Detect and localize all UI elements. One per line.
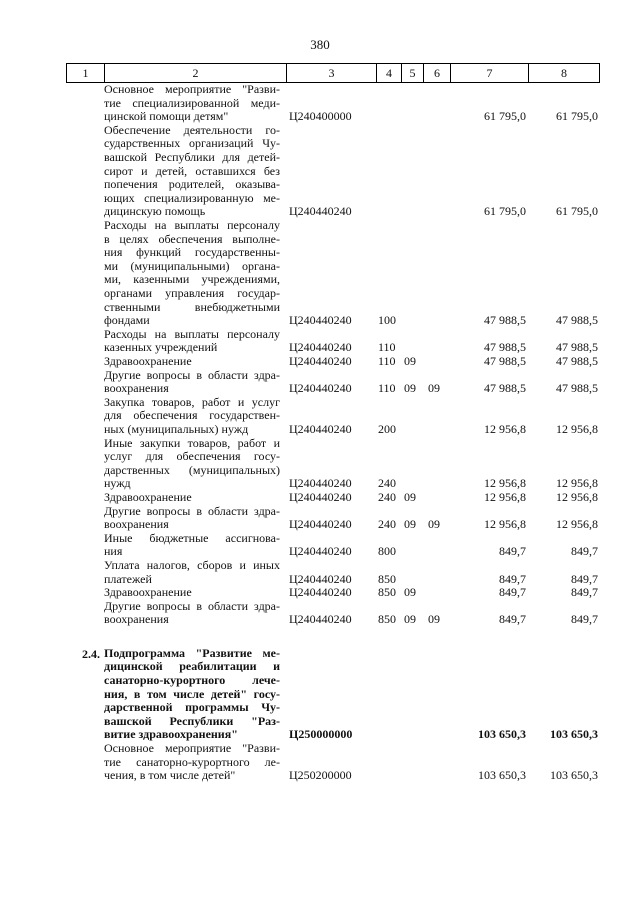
code-cell: Ц240440240 xyxy=(289,476,352,491)
amount-col7-cell: 61 795,0 xyxy=(484,204,526,219)
table-row xyxy=(0,219,640,328)
subsection-cell: 09 xyxy=(428,381,440,396)
description-line: тие специализированной меди- xyxy=(104,96,280,110)
amount-col8-cell: 849,7 xyxy=(571,585,598,600)
description-line: сирот и детей, оставшихся без xyxy=(104,164,280,178)
description-line: Другие вопросы в области здра- xyxy=(104,504,280,518)
description-line: ния xyxy=(104,545,123,559)
header-col-2: 2 xyxy=(104,64,286,82)
page-number: 380 xyxy=(310,37,330,52)
row-description xyxy=(104,83,280,124)
table-row xyxy=(0,369,640,396)
amount-col7-cell: 103 650,3 xyxy=(478,768,526,783)
description-line: Закупка товаров, работ и услуг xyxy=(104,395,280,409)
amount-col8-cell: 12 956,8 xyxy=(556,489,598,504)
description-line: Уплата налогов, сборов и иных xyxy=(104,558,280,572)
section-cell: 09 xyxy=(404,353,416,368)
description-line: дицинскую помощь xyxy=(104,205,206,219)
description-line: Расходы на выплаты персоналу xyxy=(104,218,280,232)
subsection-cell: 09 xyxy=(428,517,440,532)
header-col-8: 8 xyxy=(528,64,600,82)
section-cell: 09 xyxy=(404,612,416,627)
expense-type-cell: 110 xyxy=(378,353,396,368)
amount-col7-cell: 849,7 xyxy=(499,544,526,559)
description-line: Здравоохранение xyxy=(104,354,192,368)
description-line: Основное мероприятие "Разви- xyxy=(104,742,280,756)
expense-type-cell: 200 xyxy=(378,421,396,436)
amount-col8-cell: 47 988,5 xyxy=(556,353,598,368)
description-line: Основное мероприятие "Разви- xyxy=(104,83,280,96)
amount-col7-cell: 61 795,0 xyxy=(484,109,526,124)
header-col-5: 5 xyxy=(401,64,423,82)
code-cell: Ц240440240 xyxy=(289,340,352,355)
amount-col8-cell: 12 956,8 xyxy=(556,476,598,491)
header-col-4: 4 xyxy=(376,64,401,82)
expense-type-cell: 850 xyxy=(378,571,396,586)
table-row xyxy=(0,600,640,627)
description-line: чения, в том числе детей" xyxy=(104,769,236,783)
description-line: нужд xyxy=(104,477,131,491)
description-line: ния, в том числе детей" госу- xyxy=(104,687,280,701)
expense-type-cell: 850 xyxy=(378,612,396,627)
amount-col7-cell: 47 988,5 xyxy=(484,353,526,368)
row-description xyxy=(104,491,280,505)
code-cell: Ц240440240 xyxy=(289,571,352,586)
table-row xyxy=(0,505,640,532)
table-row xyxy=(0,559,640,586)
amount-col8-cell: 12 956,8 xyxy=(556,517,598,532)
row-description xyxy=(104,369,280,396)
description-line: в целях обеспечения выполне- xyxy=(104,232,280,246)
section-cell: 09 xyxy=(404,585,416,600)
description-line: Другие вопросы в области здра- xyxy=(104,368,280,382)
table-row xyxy=(0,532,640,559)
code-cell: Ц240440240 xyxy=(289,612,352,627)
amount-col8-cell: 103 650,3 xyxy=(550,727,598,742)
amount-col8-cell: 47 988,5 xyxy=(556,381,598,396)
description-line: фондами xyxy=(104,314,150,328)
amount-col7-cell: 12 956,8 xyxy=(484,421,526,436)
amount-col8-cell: 849,7 xyxy=(571,544,598,559)
description-line: ственными внебюджетными xyxy=(104,300,280,314)
table-row xyxy=(0,396,640,437)
code-cell: Ц240440240 xyxy=(289,489,352,504)
row-description xyxy=(104,328,280,355)
description-line: вашской Республики "Раз- xyxy=(104,714,280,728)
code-cell: Ц250000000 xyxy=(289,727,353,742)
amount-col8-cell: 103 650,3 xyxy=(550,768,598,783)
expense-type-cell: 110 xyxy=(378,381,396,396)
code-cell: Ц240440240 xyxy=(289,544,352,559)
table-row xyxy=(0,742,640,783)
row-description xyxy=(104,396,280,437)
row-description xyxy=(104,742,280,783)
section-cell: 09 xyxy=(404,381,416,396)
row-description xyxy=(104,586,280,600)
code-cell: Ц240440240 xyxy=(289,381,352,396)
table-row xyxy=(0,124,640,219)
amount-col8-cell: 849,7 xyxy=(571,571,598,586)
table-row xyxy=(0,437,640,491)
amount-col7-cell: 849,7 xyxy=(499,585,526,600)
table-row xyxy=(0,83,640,124)
expense-type-cell: 110 xyxy=(378,340,396,355)
amount-col7-cell: 849,7 xyxy=(499,612,526,627)
description-line: санаторно-курортного лече- xyxy=(104,674,280,688)
description-line: Подпрограмма "Развитие ме- xyxy=(104,646,280,660)
amount-col8-cell: 47 988,5 xyxy=(556,313,598,328)
table-row xyxy=(0,647,640,742)
description-line: ния функций государственны- xyxy=(104,246,280,260)
description-line: витие здравоохранения" xyxy=(104,728,238,742)
row-description xyxy=(104,559,280,586)
amount-col7-cell: 47 988,5 xyxy=(484,313,526,328)
amount-col7-cell: 12 956,8 xyxy=(484,489,526,504)
code-cell: Ц240440240 xyxy=(289,517,352,532)
description-line: органами управления государ- xyxy=(104,286,280,300)
description-line: Иные закупки товаров, работ и xyxy=(104,436,280,450)
description-line: Расходы на выплаты персоналу xyxy=(104,327,280,341)
table-row xyxy=(0,355,640,369)
amount-col7-cell: 12 956,8 xyxy=(484,517,526,532)
description-line: ми, казенными учреждениями, xyxy=(104,273,280,287)
description-line: цинской помощи детям" xyxy=(104,110,229,124)
row-description xyxy=(104,124,280,219)
row-description xyxy=(104,219,280,328)
expense-type-cell: 850 xyxy=(378,585,396,600)
description-line: Обеспечение деятельности го- xyxy=(104,123,280,137)
row-description xyxy=(104,355,280,369)
code-cell: Ц250200000 xyxy=(289,768,352,783)
section-cell: 09 xyxy=(404,517,416,532)
expense-type-cell: 800 xyxy=(378,544,396,559)
description-line: попечения родителей, оказыва- xyxy=(104,178,280,192)
description-line: Иные бюджетные ассигнова- xyxy=(104,531,280,545)
row-description xyxy=(104,437,280,491)
description-line: сударственных организаций Чу- xyxy=(104,137,280,151)
expense-type-cell: 240 xyxy=(378,476,396,491)
row-number: 2.4. xyxy=(82,646,100,661)
amount-col8-cell: 61 795,0 xyxy=(556,109,598,124)
code-cell: Ц240440240 xyxy=(289,204,352,219)
header-col-1: 1 xyxy=(66,64,104,82)
table-row xyxy=(0,491,640,505)
row-spacer xyxy=(0,627,640,647)
header-col-3: 3 xyxy=(286,64,376,82)
code-cell: Ц240440240 xyxy=(289,421,352,436)
description-line: вашской Республики для детей- xyxy=(104,150,280,164)
description-line: Здравоохранение xyxy=(104,490,192,504)
expense-type-cell: 240 xyxy=(378,489,396,504)
table-row xyxy=(0,586,640,600)
section-cell: 09 xyxy=(404,489,416,504)
description-line: платежей xyxy=(104,572,152,586)
description-line: воохранения xyxy=(104,382,169,396)
table-body xyxy=(0,83,640,783)
amount-col8-cell: 849,7 xyxy=(571,612,598,627)
code-cell: Ц240400000 xyxy=(289,109,352,124)
row-description xyxy=(104,505,280,532)
description-line: дицинской реабилитации и xyxy=(104,660,280,674)
row-description xyxy=(104,600,280,627)
description-line: воохранения xyxy=(104,613,169,627)
amount-col8-cell: 61 795,0 xyxy=(556,204,598,219)
amount-col7-cell: 47 988,5 xyxy=(484,381,526,396)
header-col-7: 7 xyxy=(450,64,528,82)
row-description xyxy=(104,647,280,742)
subsection-cell: 09 xyxy=(428,612,440,627)
header-col-6: 6 xyxy=(423,64,450,82)
description-line: ющих специализированную ме- xyxy=(104,191,280,205)
row-description xyxy=(104,532,280,559)
description-line: дарственных (муниципальных) xyxy=(104,463,280,477)
description-line: воохранения xyxy=(104,518,169,532)
code-cell: Ц240440240 xyxy=(289,585,352,600)
amount-col7-cell: 12 956,8 xyxy=(484,476,526,491)
description-line: для обеспечения государствен- xyxy=(104,409,280,423)
amount-col7-cell: 103 650,3 xyxy=(478,727,526,742)
table-header xyxy=(66,63,600,83)
description-line: казенных учреждений xyxy=(104,341,218,355)
expense-type-cell: 100 xyxy=(378,313,396,328)
description-line: дарственной программы Чу- xyxy=(104,701,280,715)
description-line: ных (муниципальных) нужд xyxy=(104,422,249,436)
description-line: ми (муниципальными) органа- xyxy=(104,259,280,273)
amount-col8-cell: 12 956,8 xyxy=(556,421,598,436)
description-line: Здравоохранение xyxy=(104,586,192,600)
description-line: Другие вопросы в области здра- xyxy=(104,599,280,613)
amount-col8-cell: 47 988,5 xyxy=(556,340,598,355)
code-cell: Ц240440240 xyxy=(289,353,352,368)
description-line: тие санаторно-курортного ле- xyxy=(104,755,280,769)
description-line: услуг для обеспечения госу- xyxy=(104,450,280,464)
expense-type-cell: 240 xyxy=(378,517,396,532)
amount-col7-cell: 47 988,5 xyxy=(484,340,526,355)
code-cell: Ц240440240 xyxy=(289,313,352,328)
amount-col7-cell: 849,7 xyxy=(499,571,526,586)
table-row xyxy=(0,328,640,355)
